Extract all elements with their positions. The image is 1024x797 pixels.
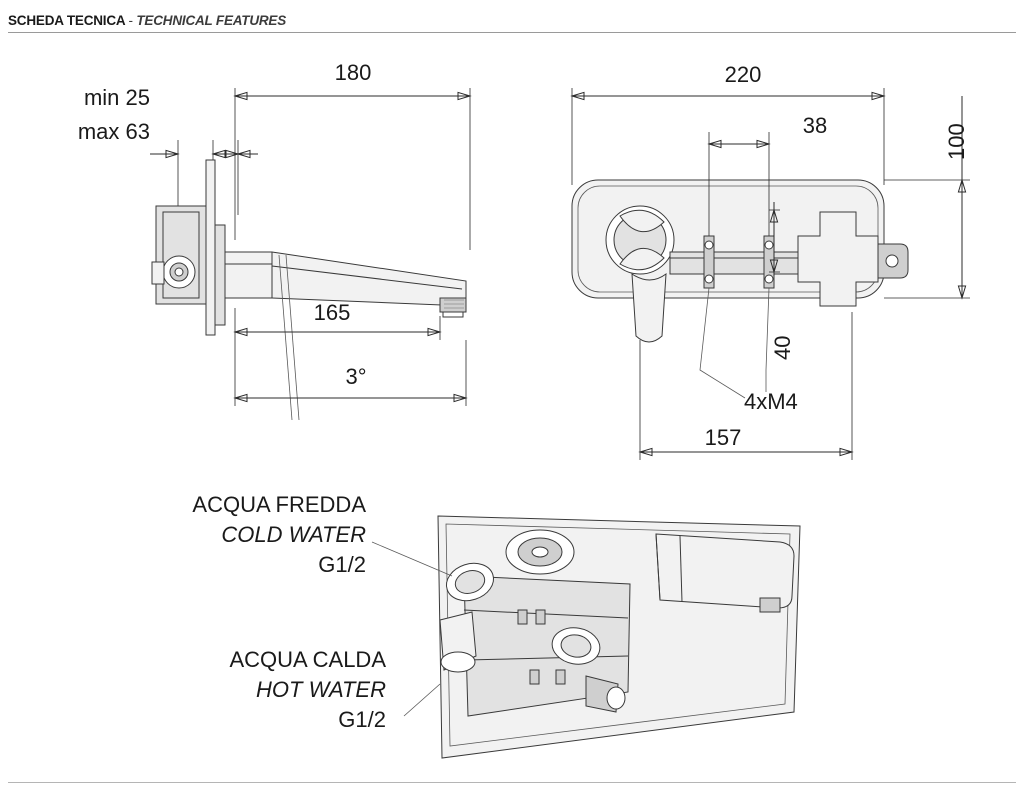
label-dim-220: 220	[724, 62, 762, 87]
callout-hot-water	[120, 645, 386, 735]
callout-hot-water-it: ACQUA CALDA	[229, 647, 386, 672]
isometric-body-geometry	[438, 516, 800, 758]
callout-cold-water-it: ACQUA FREDDA	[192, 492, 366, 517]
label-dim-165: 165	[313, 300, 351, 325]
label-dim-38: 38	[802, 113, 828, 138]
label-dim-min25: min 25	[83, 85, 150, 110]
label-dim-angle: 3°	[345, 364, 367, 389]
label-dim-40: 40	[770, 335, 795, 360]
header-title-it: SCHEDA TECNICA	[8, 13, 125, 28]
header-title-en: TECHNICAL FEATURES	[136, 13, 287, 28]
header-divider	[8, 32, 1016, 33]
label-dim-180: 180	[334, 60, 372, 85]
callout-4xM4-leader	[700, 288, 769, 398]
label-dim-100: 100	[944, 123, 969, 160]
faucet-side-geometry	[152, 160, 466, 420]
callout-hot-water-size: G1/2	[338, 707, 386, 732]
header-title-separator: -	[128, 13, 133, 28]
callout-cold-water-size: G1/2	[318, 552, 366, 577]
label-dim-157: 157	[704, 425, 742, 450]
header-title	[8, 13, 294, 28]
isometric-view	[380, 480, 840, 780]
footer-divider	[8, 782, 1016, 783]
front-elevation-view	[540, 40, 1024, 490]
callout-hot-water-en: HOT WATER	[256, 677, 386, 702]
dimension-180	[235, 88, 470, 250]
label-dim-max63: max 63	[77, 119, 150, 144]
sheet-header	[0, 0, 1024, 40]
callout-cold-water-en: COLD WATER	[221, 522, 366, 547]
label-callout-4xM4: 4xM4	[744, 389, 798, 414]
callout-cold-water	[100, 490, 366, 580]
dimension-wall-offset	[150, 140, 258, 215]
